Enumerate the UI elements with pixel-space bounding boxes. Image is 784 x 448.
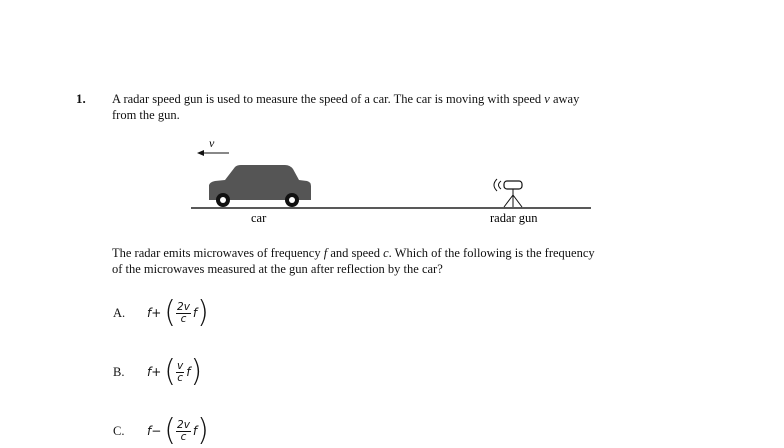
- option-c-numerator: 2v: [177, 418, 190, 431]
- option-b-operator: +: [151, 365, 162, 379]
- left-paren-icon: (: [164, 295, 177, 330]
- option-b-numerator: v: [177, 359, 184, 372]
- option-b-lead: f: [147, 365, 152, 379]
- car-radar-diagram: [185, 135, 605, 230]
- car-icon: [209, 165, 311, 207]
- option-c-fraction: [176, 420, 191, 443]
- ask-text-post: . Which of the following is the frequency: [388, 246, 595, 260]
- left-paren-icon: (: [164, 413, 177, 448]
- right-paren-icon: ): [197, 295, 209, 330]
- ask-frequency-variable: f: [323, 246, 328, 260]
- option-c-tail: f: [192, 424, 198, 438]
- stem-speed-variable: v: [544, 92, 550, 106]
- radar-gun-label: radar gun: [490, 211, 538, 225]
- radar-gun-icon: [494, 179, 522, 207]
- option-a-denominator: c: [180, 312, 187, 325]
- option-a-formula[interactable]: [147, 296, 209, 330]
- car-label: car: [251, 211, 267, 225]
- question-stem: [112, 91, 712, 123]
- velocity-label: v: [209, 136, 215, 150]
- stem-text-pre: A radar speed gun is used to measure the speed of a car. The car is moving with speed: [112, 92, 545, 106]
- option-b-denominator: c: [177, 371, 184, 384]
- option-b-formula[interactable]: [147, 355, 202, 389]
- option-c-denominator: c: [180, 430, 187, 443]
- option-c-formula[interactable]: [147, 414, 209, 448]
- question-ask: [112, 245, 712, 277]
- ask-text-mid: and speed: [327, 246, 384, 260]
- option-c-letter[interactable]: C.: [113, 424, 125, 438]
- ask-text-pre: The radar emits microwaves of frequency: [112, 246, 324, 260]
- stem-text-post: away: [549, 92, 580, 106]
- option-c-operator: −: [151, 424, 162, 438]
- option-a-letter[interactable]: A.: [113, 306, 126, 320]
- right-paren-icon: ): [190, 354, 203, 389]
- option-b-letter[interactable]: B.: [113, 365, 125, 379]
- option-b-fraction: [176, 361, 184, 384]
- ask-speed-variable: c: [383, 246, 389, 260]
- right-paren-icon: ): [197, 413, 209, 448]
- ask-text-line2: of the microwaves measured at the gun after reflection by the car?: [112, 262, 443, 276]
- option-a-fraction: [176, 302, 191, 325]
- option-b-tail: f: [186, 365, 191, 379]
- option-c-lead: f: [147, 424, 152, 438]
- velocity-arrow-icon: [197, 150, 229, 156]
- stem-text-line2: from the gun.: [112, 108, 180, 122]
- option-a-lead: f: [147, 306, 152, 320]
- option-a-tail: f: [192, 306, 198, 320]
- option-a-operator: +: [151, 306, 162, 320]
- option-a-numerator: 2v: [177, 300, 190, 313]
- question-number: 1.: [76, 91, 86, 106]
- left-paren-icon: (: [164, 354, 177, 389]
